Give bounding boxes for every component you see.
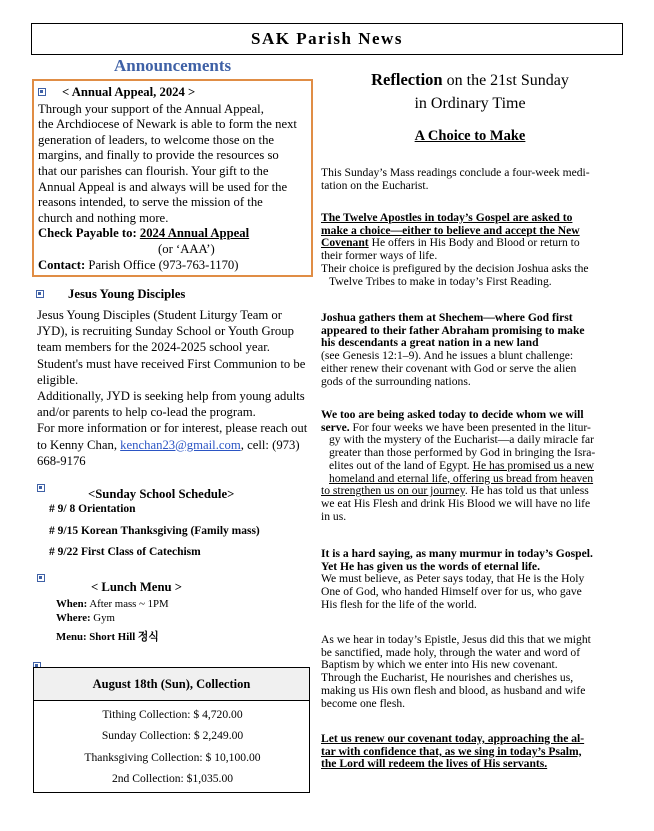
jyd-title: Jesus Young Disciples [68, 287, 186, 301]
jyd-line: Jesus Young Disciples (Student Liturgy Team or [37, 308, 282, 322]
reflection-title: Reflection on the 21st Sunday in Ordinary Time [371, 70, 569, 112]
reflection-paragraph: As we hear in today’s Epistle, Jesus did this that we might be sanctified, made holy, through the water and word of Baptism by which we enter into His new covenant. Through the Eucharist, He nourishes and cherishes us, making us His own flesh and blood, as husband and wife become one flesh. [321, 633, 591, 710]
bullet-icon [37, 484, 45, 492]
lunch-title: < Lunch Menu > [91, 580, 182, 594]
annual-appeal-box [32, 79, 313, 277]
newsletter-header [31, 23, 623, 55]
jyd-line: JYD), is recruiting Sunday School or Youth Group [37, 324, 294, 339]
appeal-line: Annual Appeal is and always will be used for the [38, 179, 288, 194]
contact-label: Contact: [38, 257, 86, 272]
newsletter-title: SAK Parish News [251, 29, 403, 48]
jyd-heading [36, 287, 185, 302]
jyd-body [37, 307, 320, 469]
appeal-line: reasons intended, to serve the mission of the [38, 195, 263, 210]
check-alt: (or ‘AAA’) [158, 241, 215, 256]
reflection-paragraph: This Sunday’s Mass readings conclude a four-week medi- tation on the Eucharist. [321, 166, 590, 192]
appeal-line: church and nothing more. [38, 210, 169, 225]
jyd-contact-line: to Kenny Chan, kenchan23@gmail.com, cell: (973) [37, 437, 300, 452]
collection-line: Tithing Collection: $ 4,720.00 [102, 708, 243, 721]
contact-line [38, 258, 311, 274]
jyd-line: For more information or for interest, please reach out [37, 421, 308, 436]
jyd-line: Student's must have received First Communion to be [37, 356, 306, 371]
appeal-line: generation of leaders, to welcome those on the [38, 132, 275, 147]
jyd-line: Additionally, JYD is seeking help from young adults [37, 389, 305, 404]
reflection-paragraph: Joshua gathers them at Shechem—where God first appeared to their father Abraham promising to make his descendants a great nation in a new land (see Genesis 12:1–9). And he issues a blunt challenge: either renew their covenant with God or serve the alien gods of the surrounding nations. [321, 311, 585, 388]
lunch-when: When: After mass ~ 1PM [56, 598, 169, 610]
collection-title: August 18th (Sun), Collection [34, 668, 309, 701]
check-payable-line [38, 226, 311, 242]
collection-box [33, 667, 310, 793]
jyd-phone-tail: 668-9176 [37, 453, 86, 468]
sunday-school-title: <Sunday School Schedule> [88, 487, 235, 501]
bullet-icon [38, 88, 46, 96]
reflection-paragraph: We too are being asked today to decide whom we will serve. For four weeks we have been presented in the litur- gy with the mystery of the Eucharist—a daily miracle far greater than those performed by God in bringing the Isra- elites out of the land of Egypt. He has promised us a new homeland and eternal life, offering us bread from heaven to strengthen us on our journey. He has told us that unless we eat His Flesh and drink His Blood we will have no life in us. [321, 408, 596, 523]
reflection-paragraph: The Twelve Apostles in today’s Gospel are asked to make a choice—either to believe and accept the New Covenant He offers in His Body and Blood or return to their former ways of life. Their choice is prefigured by the decision Joshua asks the Twelve Tribes to make in today’s First Reading. [321, 211, 589, 288]
email-link[interactable]: kenchan23@gmail.com [120, 437, 241, 452]
collection-line: Thanksgiving Collection: $ 10,100.00 [84, 751, 261, 764]
schedule-item: # 9/ 8 Orientation [49, 503, 136, 515]
lunch-menu: Menu: Short Hill 정식 [56, 631, 159, 643]
reflection-closing: Let us renew our covenant today, approaching the al- tar with confidence that, as we sing in today’s Psalm, the Lord will redeem the lives of His servants. [321, 732, 585, 771]
check-label: Check Payable to: [38, 226, 137, 241]
appeal-line: that our parishes can flourish. Your gift to the [38, 163, 269, 178]
appeal-line: margins, and finally to provide the resources so [38, 148, 279, 163]
collection-line: 2nd Collection: $1,035.00 [111, 772, 234, 785]
jyd-line: and/or parents to help co-lead the program. [37, 405, 256, 420]
contact-value: Parish Office (973-763-1170) [88, 257, 239, 272]
appeal-title: < Annual Appeal, 2024 > [62, 85, 196, 99]
jyd-line: eligible. [37, 372, 79, 387]
schedule-item: # 9/15 Korean Thanksgiving (Family mass) [49, 525, 260, 537]
appeal-line: Through your support of the Annual Appeal, [38, 101, 264, 116]
schedule-item: # 9/22 First Class of Catechism [49, 546, 201, 558]
bullet-icon [37, 574, 45, 582]
lunch-where: Where: Gym [56, 612, 115, 624]
check-value: 2024 Annual Appeal [139, 226, 250, 241]
bullet-icon [36, 290, 44, 298]
appeal-line: the Archdiocese of Newark is able to form the next [38, 117, 297, 132]
collection-line: Sunday Collection: $ 2,249.00 [101, 729, 244, 742]
jyd-line: team members for the 2024-2025 school year. [37, 340, 270, 355]
reflection-subtitle: A Choice to Make [414, 128, 526, 144]
reflection-paragraph: It is a hard saying, as many murmur in today’s Gospel. Yet He has given us the words of eternal life. We must believe, as Peter says today, that He is the Holy One of God, who handed Himself over for us, who gave His flesh for the life of the world. [321, 547, 593, 611]
announcements-title: Announcements [114, 56, 232, 75]
